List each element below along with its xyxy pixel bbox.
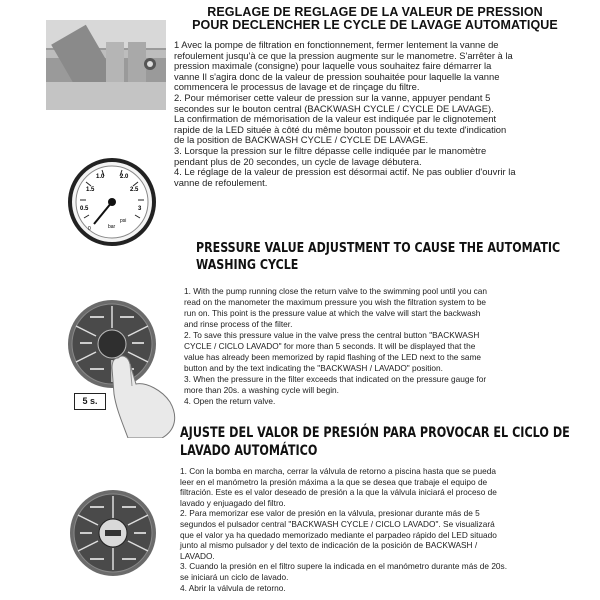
gauge-tick-1-0: 1.0	[96, 174, 105, 180]
english-title	[196, 240, 560, 274]
english-title-line1: PRESSURE VALUE ADJUSTMENT TO CAUSE THE AUTOMATIC	[196, 240, 561, 256]
spanish-instructions	[180, 466, 510, 593]
french-step-2: 2. Pour mémoriser cette valeur de pression sur la vanne, appuyer pendant 5 secondes sur le bouton central (BACKWASH CYCLE / CYCLE DE LAVAGE).	[174, 91, 494, 114]
gauge-unit-bar: bar	[108, 224, 116, 230]
french-title-line1: REGLAGE DE REGLAGE DE LA VALEUR DE PRESSION	[207, 5, 543, 19]
spanish-step-2: 2. Para memorizar ese valor de presión en la válvula, presionar durante más de 5 segundos el pulsador central "BACKWASH CYCLE / CICLO LAVADO". Se visualizará que el valor ya ha quedado memorizado mediante el parpadeo rápido del LED situado junto al mismo pulsador y del texto de indicación de la posición de BACKWASH / LAVADO.	[180, 508, 497, 561]
spanish-title-line2: LAVADO AUTOMÁTICO	[180, 443, 318, 459]
hold-duration-label: 5 s.	[74, 393, 106, 410]
french-step-1: 1 Avec la pompe de filtration en fonctionnement, fermer lentement la vanne de refoulement jusqu'à ce que la pression augmente sur le manometre. S'arrêter à la pression maximale (consigne) pour laquelle vous souhaitez faire démarrer la vanne Il s'agira donc de la valeur de pression souhaitée pour laquelle la vanne commencera le processus de lavage et de rinçage du filtre.	[174, 39, 513, 93]
english-title-line2: WASHING CYCLE	[196, 257, 299, 273]
gauge-tick-3: 3	[138, 206, 142, 212]
gauge-zero: 0	[88, 226, 91, 232]
french-title	[170, 6, 580, 32]
french-title-line2: POUR DECLENCHER LE CYCLE DE LAVAGE AUTOMATIQUE	[192, 18, 558, 32]
valve-control-dial	[68, 488, 158, 578]
french-step-4: 4. Le réglage de la valeur de pression est désormai actif. Ne pas oublier d'ouvrir la vanne de refoulement.	[174, 166, 516, 188]
gauge-tick-2-5: 2.5	[130, 187, 139, 193]
english-step-2: 2. To save this pressure value in the valve press the central button "BACKWASH CYCLE / CICLO LAVADO" for more than 5 seconds. It will be displayed that the value has already been memorized by rapid flashing of the LED next to the same button and by the text indicating the "BACKWASH / LAVADO" position.	[184, 330, 482, 373]
gauge-unit-psi: psi	[120, 218, 127, 224]
english-step-4: 4. Open the return valve.	[184, 396, 276, 406]
spanish-step-1: 1. Con la bomba en marcha, cerrar la válvula de retorno a piscina hasta que se pueda leer en el manómetro la presión máxima a la que se desea que trabaje el equipo de filtración. Este es el valor deseado de presión a la que la válvula iniciará el proceso de lavado y enjuagado del filtro.	[180, 466, 497, 508]
spanish-step-3: 3. Cuando la presión en el filtro supere la indicada en el manómetro durante más de 20s. se iniciará un ciclo de lavado.	[180, 561, 508, 582]
french-instructions	[174, 40, 516, 188]
english-step-3: 3. When the pressure in the filter exceeds that indicated on the pressure gauge for more than 20s. a washing cycle will begin.	[184, 374, 487, 395]
english-step-1: 1. With the pump running close the return valve to the swimming pool until you can read on the manometer the maximum pressure you wish the filtration system to be run on. This point is the pressure value at which the valve will start the backwash and rinse process of the filter.	[184, 286, 487, 329]
valve-pipe-photo	[46, 20, 166, 110]
valve-control-dial-with-hand	[66, 298, 186, 438]
pressure-gauge-icon	[64, 158, 160, 248]
english-instructions	[184, 286, 496, 407]
gauge-tick-0-5: 0.5	[80, 206, 89, 212]
gauge-tick-2-0: 2.0	[120, 174, 129, 180]
spanish-title	[180, 424, 570, 460]
french-step-3: 3. Lorsque la pression sur le filtre dépasse celle indiquée par le manomètre pendant plus de 20 secondes, un cycle de lavage débutera.	[174, 144, 487, 167]
spanish-title-line1: AJUSTE DEL VALOR DE PRESIÓN PARA PROVOCAR EL CICLO DE	[180, 425, 570, 441]
french-confirmation: La confirmation de mémorisation de la valeur est indiquée par le clignotement rapide de la LED située à côté du même bouton poussoir et du texte d'indication de la position de BACKWASH CYCLE / CYCLE DE LAVAGE.	[174, 113, 507, 146]
spanish-step-4: 4. Abrir la válvula de retorno.	[180, 582, 286, 593]
gauge-tick-1-5: 1.5	[86, 187, 95, 193]
